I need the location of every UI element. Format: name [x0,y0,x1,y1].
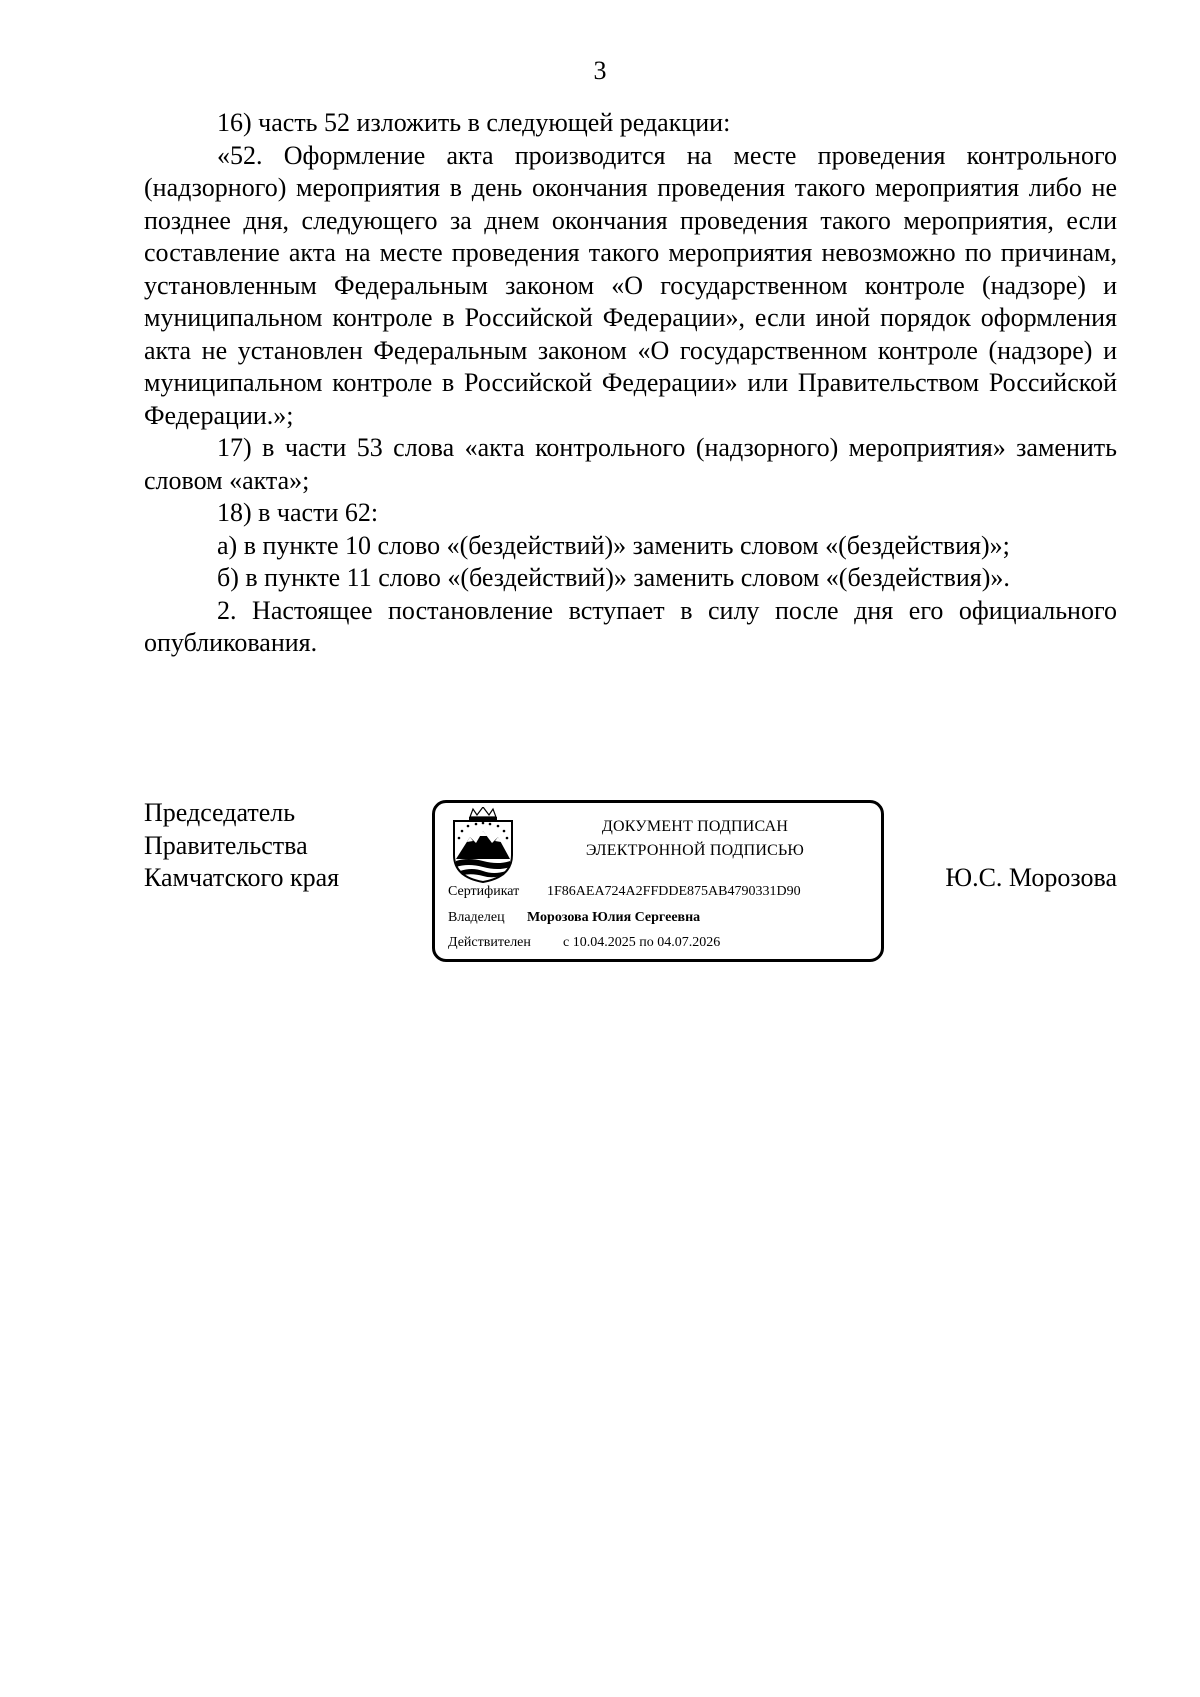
paragraph-part-52-text: «52. Оформление акта производится на месте проведения контрольного (надзорного) мероприятия в день окончания проведения такого мероприятия либо не позднее дня, следующего за днем окончания проведения такого мероприятия, если составление акта на месте проведения такого мероприятия невозможно по причинам, установленным Федеральным законом «О государственном контроле (надзоре) и муниципальном контроле в Российской Федерации», если иной порядок оформления акта не установлен Федеральным законом «О государственном контроле (надзоре) и муниципальном контроле в Российской Федерации» или Правительством Российской Федерации.»; [144,140,1117,430]
stamp-title-line: ЭЛЕКТРОННОЙ ПОДПИСЬЮ [585,842,805,859]
stamp-title-line: ДОКУМЕНТ ПОДПИСАН [601,818,789,835]
stamp-certificate-label: Сертификат [448,884,520,899]
paragraph-item-18a: а) в пункте 10 слово «(бездействий)» заменить словом «(бездействия)»; [217,530,1010,560]
paragraph-item-17: 17) в части 53 слова «акта контрольного (надзорного) мероприятия» заменить словом «акта»; [144,433,1117,495]
stamp-validity-row [448,934,721,952]
electronic-signature-stamp [432,800,884,962]
paragraph-effective-date: 2. Настоящее постановление вступает в силу после дня его официального опубликования. [144,595,1117,657]
stamp-owner-value: Морозова Юлия Сергеевна [527,910,701,925]
paragraph-item-16: 16) часть 52 изложить в следующей редакции: [217,108,731,137]
stamp-certificate-value: 1F86AEA724A2FFDDE875AB4790331D90 [547,884,801,899]
signer-position-line: Правительства [144,830,308,860]
paragraph-item-18: 18) в части 62: [217,498,379,527]
stamp-validity-label: Действителен [448,935,531,950]
stamp-title [525,815,865,863]
signer-position-line: Камчатского края [144,863,340,892]
stamp-owner-row [448,909,701,927]
signer-position-line: Председатель [144,798,296,827]
stamp-validity-value: с 10.04.2025 по 04.07.2026 [563,935,721,950]
stamp-owner-label: Владелец [448,910,505,925]
stamp-certificate-row [448,883,801,901]
paragraph-item-18b: б) в пункте 11 слово «(бездействий)» заменить словом «(бездействия)». [217,563,1010,592]
signer-position [144,797,339,895]
document-body [144,107,1117,660]
kamchatka-coat-of-arms-icon [448,807,518,883]
signer-name: Ю.С. Морозова [945,863,1117,892]
page-number: 3 [593,56,607,85]
